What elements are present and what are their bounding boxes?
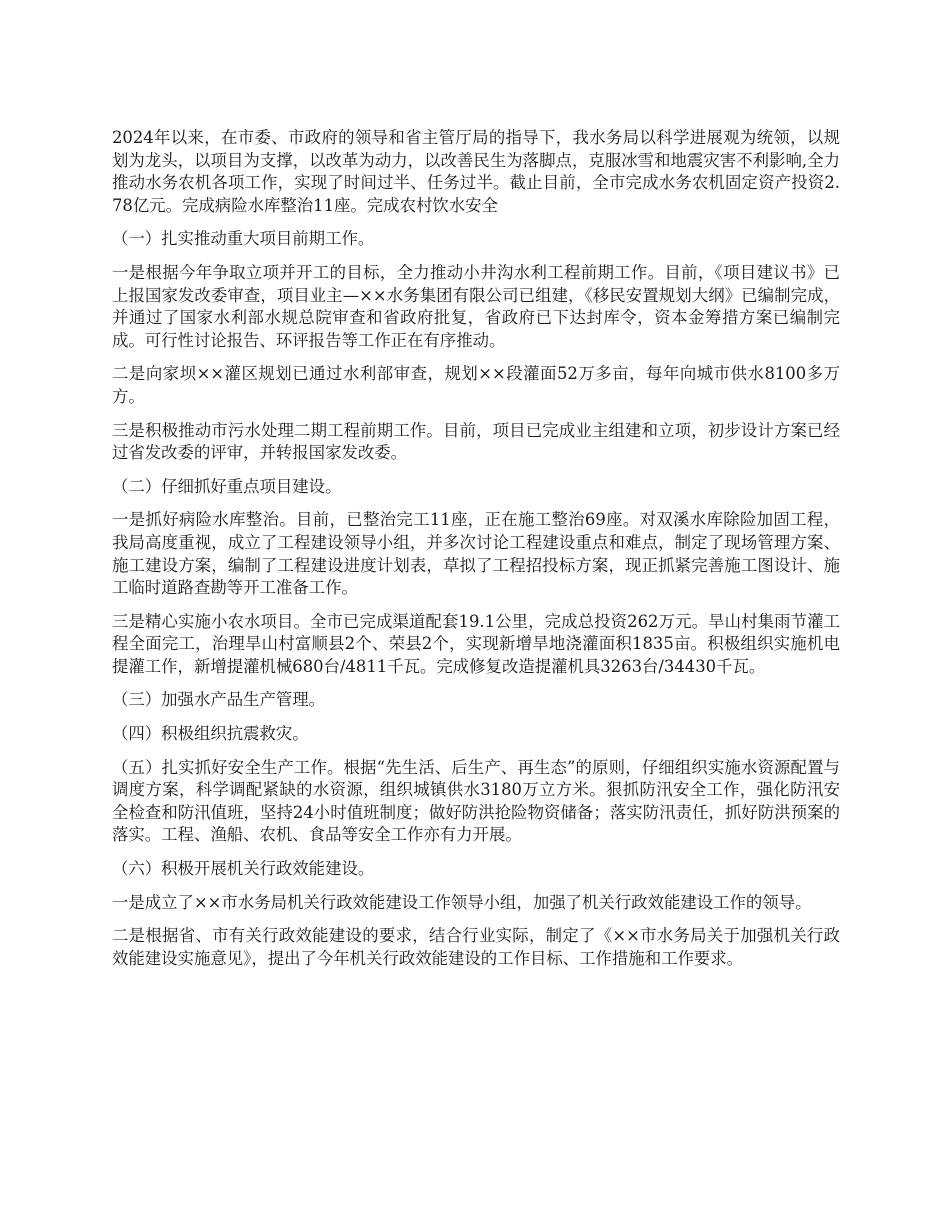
paragraph: 三是积极推动市污水处理二期工程前期工作。目前，项目已完成业主组建和立项，初步设计方案已经过省发改委的评审，并转报国家发改委。 <box>112 420 840 463</box>
paragraph: 一是根据今年争取立项并开工的目标，全力推动小井沟水利工程前期工作。目前，《项目建议书》已上报国家发改委审查，项目业主—××水务集团有限公司已组建，《移民安置规划大纲》已编制完成，并通过了国家水利部水规总院审查和省政府批复，省政府已下达封库令，资本金筹措方案已编制完成。可行性讨论报告、环评报告等工作正在有序推动。 <box>112 262 840 350</box>
paragraph: 一是成立了××市水务局机关行政效能建设工作领导小组，加强了机关行政效能建设工作的领导。 <box>112 892 812 912</box>
paragraph: 一是抓好病险水库整治。目前，已整治完工11座，正在施工整治69座。对双溪水库除险加固工程，我局高度重视，成立了工程建设领导小组，并多次讨论工程建设重点和难点，制定了现场管理方案、施工建设方案，编制了工程建设进度计划表，草拟了工程招投标方案，现正抓紧完善施工图设计、施工临时道路查勘等开工准备工作。 <box>112 510 840 598</box>
section-heading-2: （二）仔细抓好重点项目建设。 <box>112 476 342 496</box>
paragraph: 二是根据省、市有关行政效能建设的要求，结合行业实际，制定了《××市水务局关于加强机关行政效能建设实施意见》，提出了今年机关行政效能建设的工作目标、工作措施和工作要求。 <box>112 926 840 968</box>
paragraph: 三是精心实施小农水项目。全市已完成渠道配套19.1公里，完成总投资262万元。旱山村集雨节灌工程全面完工，治理旱山村富顺县2个、荣县2个，实现新增旱地浇灌面积1835亩。积极组织实施机电提灌工作，新增提灌机械680台/4811千瓦。完成修复改造提灌机具3263台/34430千瓦。 <box>112 611 840 676</box>
paragraph: 二是向家坝××灌区规划已通过水利部审查，规划××段灌面52万多亩，每年向城市供水8100多万方。 <box>112 364 840 406</box>
intro-paragraph: 2024年以来，在市委、市政府的领导和省主管厅局的指导下，我水务局以科学进展观为统领，以规划为龙头，以项目为支撑，以改革为动力，以改善民生为落脚点，克服冰雪和地震灾害不利影响,全力推动水务农机各项工作，实现了时间过半、任务过半。截止目前，全市完成水务农机固定资产投资2.78亿元。完成病险水库整治11座。完成农村饮水安全 <box>112 128 840 215</box>
section-heading-1: （一）扎实推动重大项目前期工作。 <box>112 229 375 249</box>
section-heading-4: （四）积极组织抗震救灾。 <box>112 724 309 744</box>
section-heading-3: （三）加强水产品生产管理。 <box>112 690 326 710</box>
section-heading-5: （五）扎实抓好安全生产工作。根据“先生活、后生产、再生态”的原则，仔细组织实施水资源配置与调度方案，科学调配紧缺的水资源，组织城镇供水3180万立方米。狠抓防汛安全工作，强化防汛安全检查和防汛值班，坚持24小时值班制度；做好防洪抢险物资储备；落实防汛责任，抓好防洪预案的落实。工程、渔船、农机、食品等安全工作亦有力开展。 <box>112 757 840 845</box>
section-heading-6: （六）积极开展机关行政效能建设。 <box>112 859 375 879</box>
document-body <box>112 127 840 981</box>
